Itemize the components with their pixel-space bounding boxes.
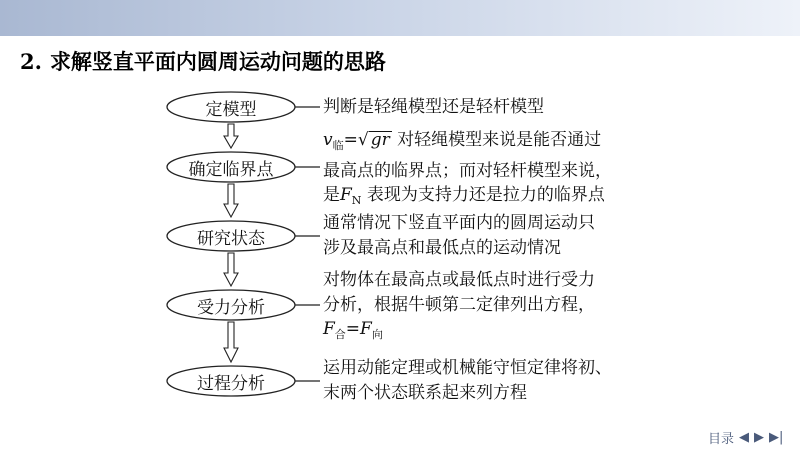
force-symbol: F <box>340 185 352 205</box>
description-3-line-2: 涉及最高点和最低点的运动情况 <box>323 237 561 258</box>
sqrt-sign: √ <box>357 130 369 150</box>
description-5 <box>323 356 663 405</box>
step-label-5: 过程分析 <box>197 373 265 394</box>
down-arrow-icon <box>224 322 238 362</box>
description-2-line-1 <box>323 128 663 159</box>
description-2-line-3-tail: 表现为支持力还是拉力的临界点 <box>361 185 605 205</box>
description-5-line-2: 末两个状态联系起来列方程 <box>323 382 527 403</box>
last-slide-icon[interactable]: ▶| <box>769 430 784 445</box>
sqrt-argument: gr <box>370 130 390 150</box>
description-1-line-1: 判断是轻绳模型还是轻杆模型 <box>323 97 544 117</box>
equals-sign: = <box>343 130 358 150</box>
description-2 <box>323 128 663 214</box>
slide-navigation <box>708 428 783 447</box>
description-2-line-2: 最高点的临界点；而对轻杆模型来说， <box>323 160 612 181</box>
centripetal-force-symbol: F <box>360 319 372 339</box>
description-2-line-3 <box>323 183 663 214</box>
step-label-2: 确定临界点 <box>188 159 274 180</box>
description-4-line-3 <box>323 317 663 348</box>
next-icon[interactable]: ▶ <box>754 430 765 445</box>
description-5-line-1: 运用动能定理或机械能守恒定律将初、 <box>323 358 612 378</box>
step-label-3: 研究状态 <box>197 228 265 249</box>
description-3-line-1: 通常情况下竖直平面内的圆周运动只 <box>323 213 595 233</box>
force-subscript: N <box>351 194 362 207</box>
description-1 <box>323 95 663 120</box>
step-label-4: 受力分析 <box>197 297 265 318</box>
down-arrow-icon <box>224 184 238 217</box>
description-2-line-3-head: 是 <box>323 185 340 205</box>
equals-sign: = <box>345 319 361 339</box>
menu-link[interactable]: 目录 <box>708 432 735 447</box>
net-force-subscript: 合 <box>334 328 346 341</box>
down-arrow-icon <box>224 253 238 286</box>
description-4 <box>323 268 663 348</box>
heading-text: 求解竖直平面内圆周运动问题的思路 <box>49 50 386 74</box>
step-label-1: 定模型 <box>205 99 257 120</box>
heading-number: 2. <box>20 48 42 74</box>
velocity-symbol: v <box>323 130 333 150</box>
description-4-line-1: 对物体在最高点或最低点时进行受力 <box>323 270 595 290</box>
previous-icon[interactable]: ◀ <box>739 430 750 445</box>
down-arrow-icon <box>224 124 238 148</box>
description-4-line-2: 分析，根据牛顿第二定律列出方程， <box>323 294 595 315</box>
net-force-symbol: F <box>323 319 335 339</box>
velocity-subscript: 临 <box>332 139 344 152</box>
description-2-line-1-tail: 对轻绳模型来说是能否通过 <box>391 130 602 150</box>
description-3 <box>323 211 663 260</box>
centripetal-force-subscript: 向 <box>371 328 383 341</box>
